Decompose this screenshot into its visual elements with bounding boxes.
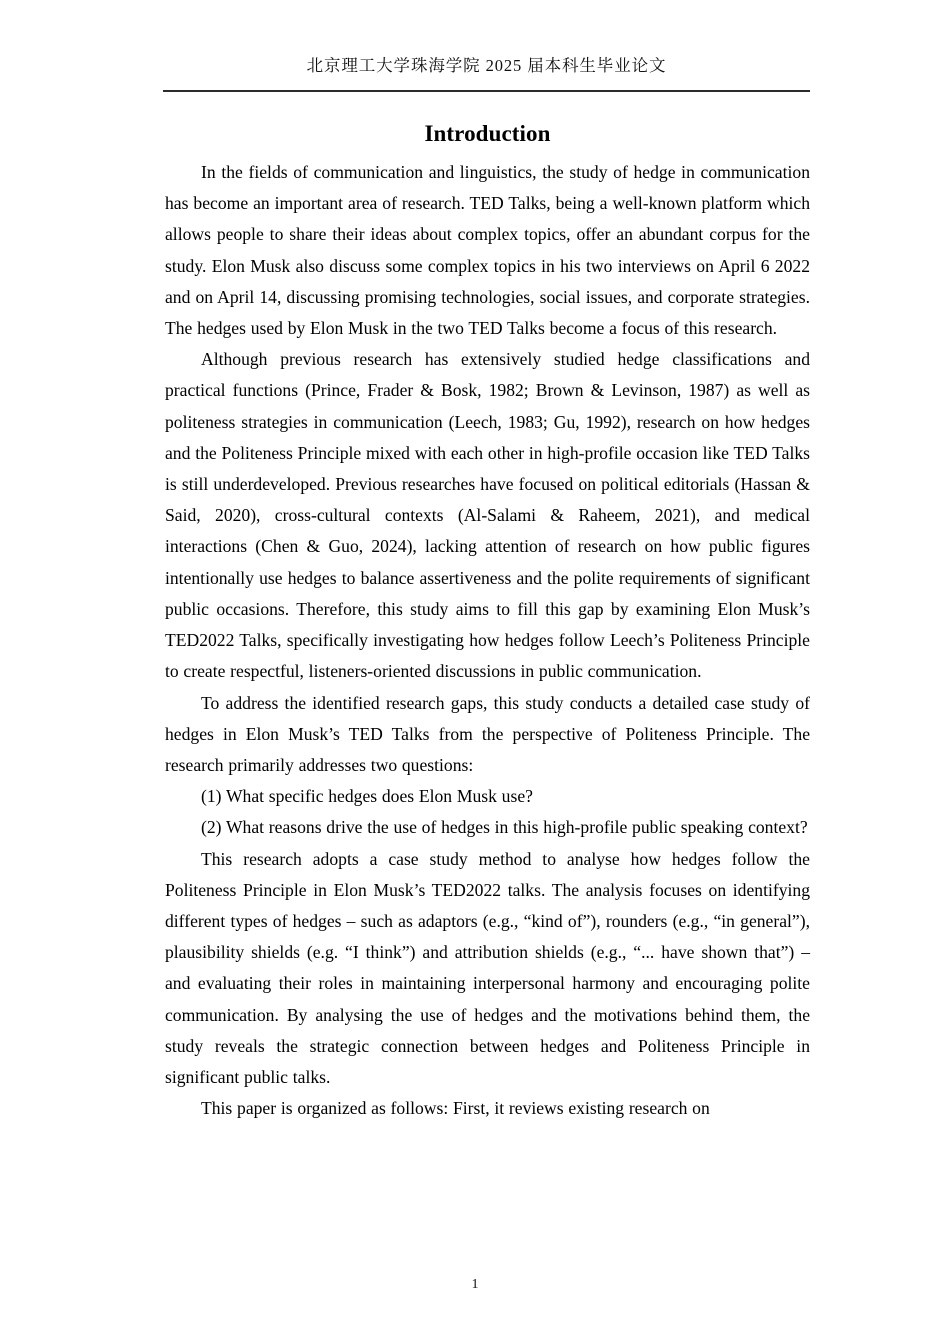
document-body [165, 118, 810, 1124]
page-footer [0, 1275, 950, 1293]
paragraph-1: In the fields of communication and linguistics, the study of hedge in communication has become an important area of research. TED Talks, being a well-known platform which allows people to share their ideas about complex topics, offer an abundant corpus for the study. Elon Musk also discuss some complex topics in his two interviews on April 6 2022 and on April 14, discussing promising technologies, social issues, and corporate strategies. The hedges used by Elon Musk in the two TED Talks become a focus of this research. [165, 162, 810, 339]
paragraph-3: To address the identified research gaps, this study conducts a detailed case study of hedges in Elon Musk’s TED Talks from the perspective of Politeness Principle. The research primarily addresses two questions: [165, 692, 810, 775]
research-question-1: (1) What specific hedges does Elon Musk use? [201, 786, 533, 807]
research-question-2: (2) What reasons drive the use of hedges in this high-profile public speaking context? [201, 817, 808, 838]
running-header [163, 56, 810, 76]
running-header-text: 北京理工大学珠海学院 2025 届本科生毕业论文 [306, 56, 667, 75]
page-title: Introduction [424, 121, 551, 146]
header-divider-rule [163, 90, 810, 92]
page-number: 1 [471, 1277, 479, 1292]
paragraph-2: Although previous research has extensively studied hedge classifications and practical functions (Prince, Frader & Bosk, 1982; Brown & Levinson, 1987) as well as politeness strategies in communication (Leech, 1983; Gu, 1992), research on how hedges and the Politeness Principle mixed with each other in high-profile occasion like TED Talks is still underdeveloped. Previous researches have focused on political editorials (Hassan & Said, 2020), cross-cultural contexts (Al-Salami & Raheem, 2021), and medical interactions (Chen & Guo, 2024), lacking attention of research on how public figures intentionally use hedges to balance assertiveness and the polite requirements of significant public occasions. Therefore, this study aims to fill this gap by examining Elon Musk’s TED2022 Talks, specifically investigating how hedges follow Leech’s Politeness Principle to create respectful, listeners-oriented discussions in public communication. [165, 349, 810, 682]
paragraph-5: This paper is organized as follows: First, it reviews existing research on [201, 1098, 710, 1119]
paragraph-4: This research adopts a case study method to analyse how hedges follow the Politeness Principle in Elon Musk’s TED2022 talks. The analysis focuses on identifying different types of hedges – such as adaptors (e.g., “kind of”), rounders (e.g., “in general”), plausibility shields (e.g. “I think”) and attribution shields (e.g., “... have shown that”) – and evaluating their roles in maintaining interpersonal harmony and encouraging polite communication. By analysing the use of hedges and the motivations behind them, the study reveals the strategic connection between hedges and Politeness Principle in significant public talks. [165, 848, 810, 1087]
